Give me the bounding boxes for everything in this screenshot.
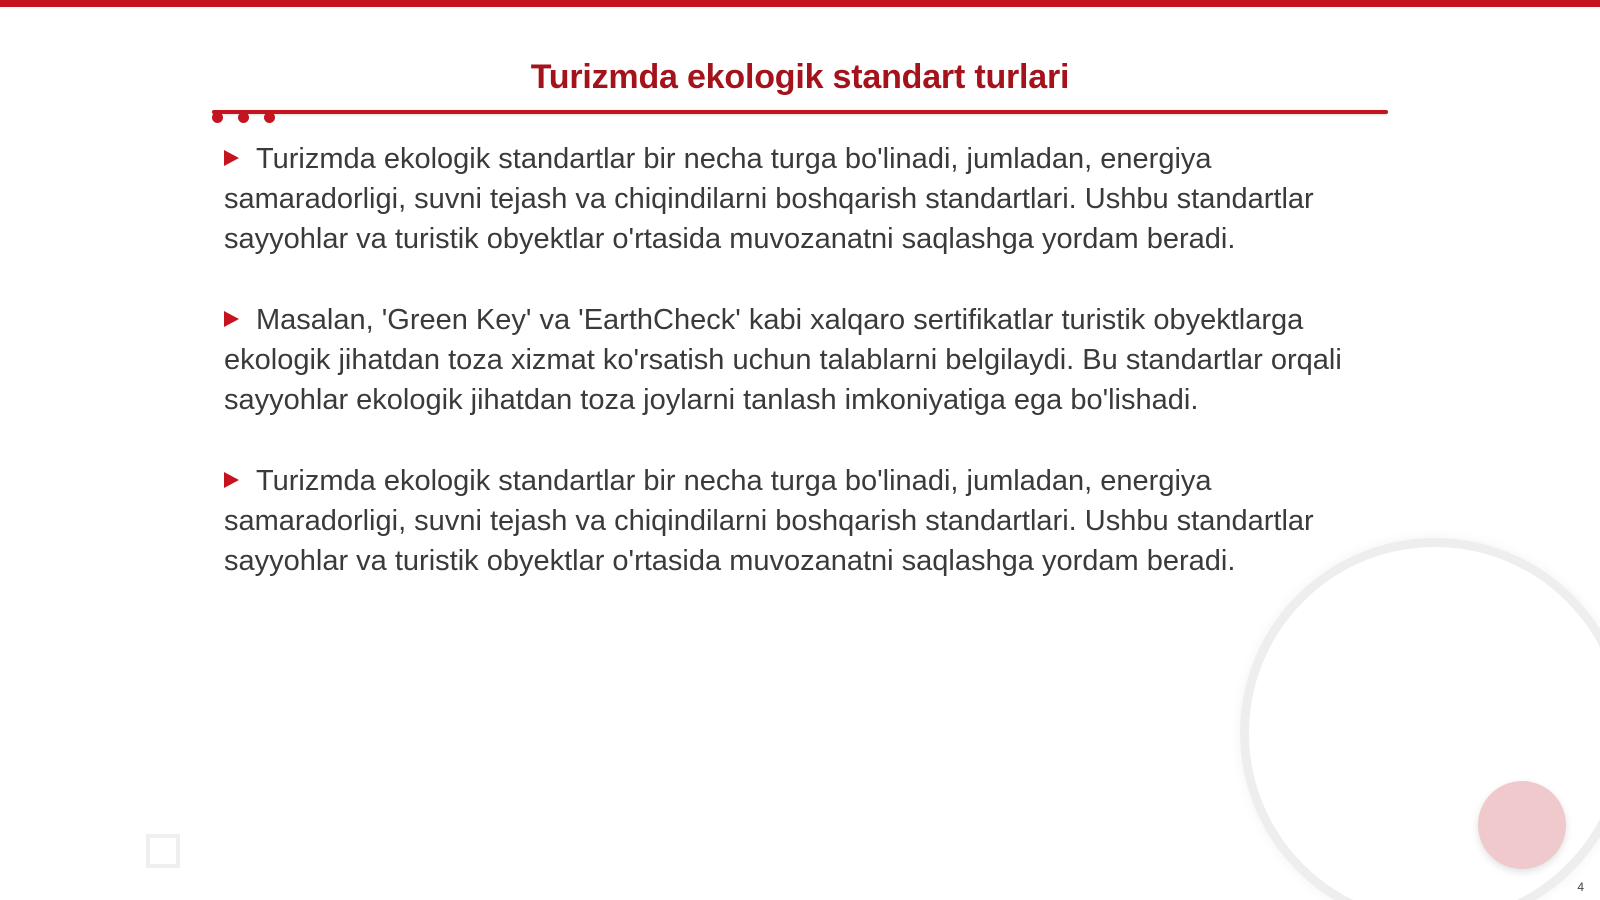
bullet-item [224,300,1364,420]
bullet-item [224,139,1364,259]
triangle-right-icon [224,472,239,488]
top-accent-bar [0,0,1600,7]
bullet-item [224,461,1364,581]
decorative-pink-circle [1478,781,1566,869]
triangle-right-icon [224,150,239,166]
triangle-right-icon [224,311,239,327]
underline-dot [212,112,223,123]
bullet-text: Turizmda ekologik standartlar bir necha turga bo'linadi, jumladan, energiya samaradorligi, suvni tejash va chiqindilarni boshqarish standartlari. Ushbu standartlar sayyohlar va turistik obyektlar o'rtasida muvozanatni saqlashga yordam beradi. [224,465,1314,577]
bullet-text: Turizmda ekologik standartlar bir necha turga bo'linadi, jumladan, energiya samaradorligi, suvni tejash va chiqindilarni boshqarish standartlari. Ushbu standartlar sayyohlar va turistik obyektlar o'rtasida muvozanatni saqlashga yordam beradi. [224,143,1314,255]
slide-title: Turizmda ekologik standart turlari [530,58,1070,96]
underline-dot [238,112,249,123]
bullet-list [224,139,1364,622]
title-underline-dots [212,112,282,126]
decorative-square-outline [146,834,180,868]
bullet-text: Masalan, 'Green Key' va 'EarthCheck' kabi xalqaro sertifikatlar turistik obyektlarga ekologik jihatdan toza xizmat ko'rsatish uchun talablarni belgilaydi. Bu standartlar orqali sayyohlar ekologik jihatdan toza joylarni tanlash imkoniyatiga ega bo'lishadi. [224,304,1342,416]
title-underline [212,110,1388,114]
underline-dot [264,112,275,123]
page-number: 4 [1577,880,1584,894]
